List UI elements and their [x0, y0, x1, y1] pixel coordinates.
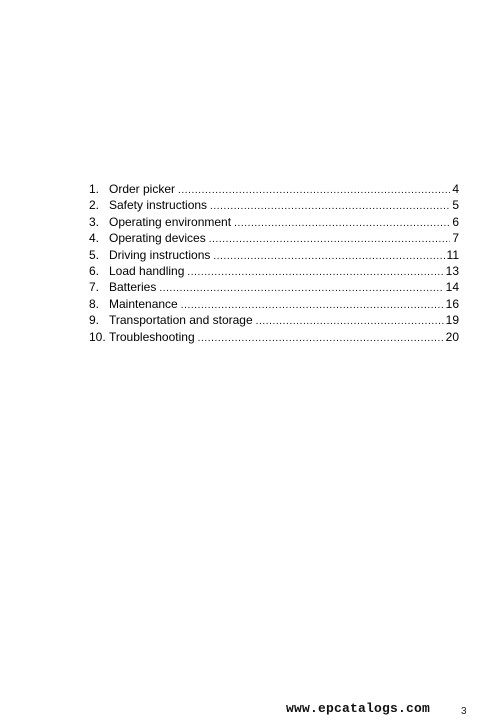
toc-entry-title: Troubleshooting — [109, 329, 195, 344]
toc-entry-operating-environment[interactable] — [89, 214, 459, 230]
toc-entry-title: Batteries — [109, 280, 157, 295]
toc-entry-page: 16 — [445, 296, 459, 311]
toc-entry-title: Operating environment — [109, 214, 232, 229]
dot-leader — [198, 331, 444, 347]
toc-entry-number: 5. — [89, 247, 100, 262]
toc-entry-page: 11 — [446, 247, 459, 262]
dot-leader — [159, 281, 443, 297]
toc-entry-title: Load handling — [109, 263, 185, 278]
toc-entry-number: 4. — [89, 231, 100, 246]
toc-entry-title: Operating devices — [109, 231, 206, 246]
toc-entry-number: 1. — [89, 182, 100, 196]
toc-entry-operating-devices[interactable] — [89, 230, 459, 246]
dot-leader — [213, 249, 444, 265]
toc-entry-page: 19 — [445, 313, 459, 328]
toc-entry-number: 6. — [89, 263, 100, 278]
toc-entry-maintenance[interactable] — [89, 296, 459, 312]
toc-entry-load-handling[interactable] — [89, 263, 459, 279]
dot-leader — [234, 216, 450, 232]
table-of-contents — [89, 181, 459, 345]
toc-entry-number: 10. — [89, 329, 106, 344]
dot-leader — [187, 265, 443, 281]
dot-leader — [178, 183, 450, 199]
toc-entry-page: 14 — [445, 280, 459, 295]
toc-entry-page: 13 — [445, 263, 459, 278]
dot-leader — [256, 314, 444, 330]
toc-entry-page: 7 — [452, 231, 459, 246]
toc-entry-title: Maintenance — [109, 296, 178, 311]
toc-entry-number: 3. — [89, 214, 100, 229]
toc-entry-title: Order picker — [109, 182, 176, 196]
toc-entry-transportation-and-storage[interactable] — [89, 312, 459, 328]
toc-entry-number: 7. — [89, 280, 100, 295]
toc-entry-troubleshooting[interactable] — [89, 329, 459, 345]
toc-entry-page: 20 — [445, 329, 459, 344]
toc-entry-number: 8. — [89, 296, 100, 311]
toc-entry-number: 2. — [89, 198, 100, 213]
toc-entry-page: 5 — [452, 198, 459, 213]
page-number: 3 — [461, 706, 467, 717]
toc-entry-driving-instructions[interactable] — [89, 247, 459, 263]
toc-entry-page: 4 — [452, 182, 459, 196]
toc-entry-safety-instructions[interactable] — [89, 197, 459, 213]
toc-entry-page: 6 — [452, 214, 459, 229]
toc-entry-title: Transportation and storage — [109, 313, 253, 328]
dot-leader — [209, 232, 451, 248]
toc-entry-title: Safety instructions — [109, 198, 208, 213]
watermark-text: www.epcatalogs.com — [286, 701, 431, 716]
dot-leader — [210, 199, 450, 215]
toc-entry-batteries[interactable] — [89, 279, 459, 295]
toc-entry-order-picker[interactable] — [89, 181, 459, 197]
toc-entry-title: Driving instructions — [109, 247, 211, 262]
toc-entry-number: 9. — [89, 313, 100, 328]
